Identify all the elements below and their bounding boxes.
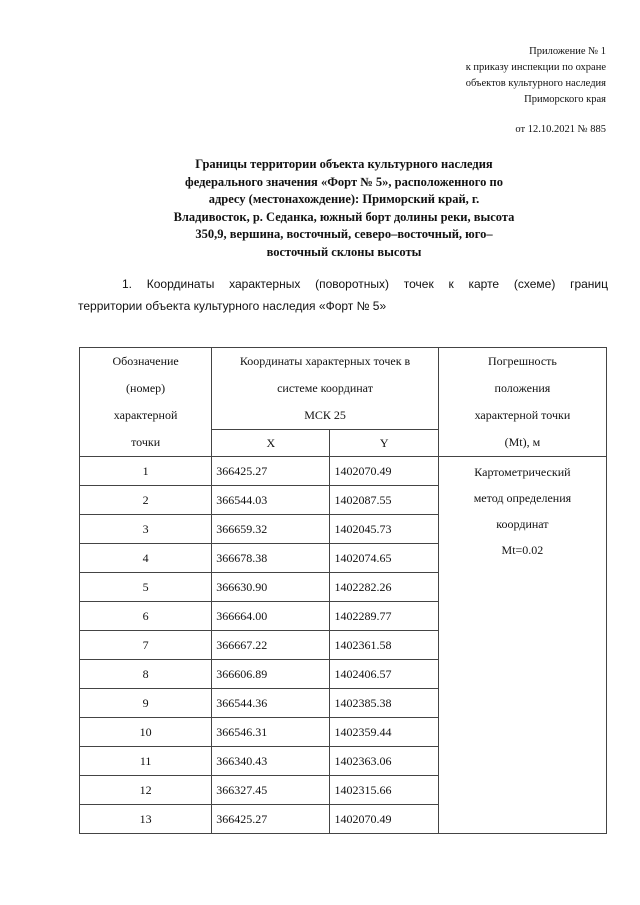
error-text: метод определения xyxy=(473,491,572,505)
title-line: федерального значения «Форт № 5», расположенного по xyxy=(185,174,503,189)
header-error xyxy=(438,348,606,457)
title-line: Границы территории объекта культурного наследия xyxy=(195,157,493,171)
coordinate-x: 366544.03 xyxy=(212,486,330,515)
coordinate-y: 1402359.44 xyxy=(330,718,438,747)
error-text: координат xyxy=(496,517,549,531)
coordinate-y: 1402315.66 xyxy=(330,776,438,805)
header-text: Погрешность xyxy=(487,354,557,368)
point-number: 8 xyxy=(80,660,212,689)
point-number: 13 xyxy=(80,805,212,834)
point-number: 7 xyxy=(80,631,212,660)
header-x: X xyxy=(212,430,330,457)
document-title xyxy=(130,156,558,261)
header-point-designation xyxy=(80,348,212,457)
coordinate-x: 366425.27 xyxy=(212,805,330,834)
point-number: 1 xyxy=(80,457,212,486)
coordinate-x: 366659.32 xyxy=(212,515,330,544)
appendix-line: объектов культурного наследия xyxy=(465,78,606,89)
title-line: Владивосток, р. Седанка, южный борт долины реки, высота xyxy=(173,209,515,224)
coordinates-table xyxy=(79,347,607,834)
coordinate-x: 366630.90 xyxy=(212,573,330,602)
point-number: 9 xyxy=(80,689,212,718)
point-number: 11 xyxy=(80,747,212,776)
coordinate-x: 366327.45 xyxy=(212,776,330,805)
table-header-row xyxy=(80,348,607,430)
header-text: Координаты характерных точек в xyxy=(239,354,411,368)
appendix-date: от 12.10.2021 № 885 xyxy=(515,124,606,135)
coordinate-y: 1402363.06 xyxy=(330,747,438,776)
error-text: Картометрический xyxy=(474,465,571,479)
coordinate-x: 366544.36 xyxy=(212,689,330,718)
title-line: восточный склоны высоты xyxy=(266,244,422,259)
point-number: 4 xyxy=(80,544,212,573)
appendix-header xyxy=(410,44,606,138)
point-number: 5 xyxy=(80,573,212,602)
coordinate-y: 1402087.55 xyxy=(330,486,438,515)
coordinate-x: 366425.27 xyxy=(212,457,330,486)
point-number: 3 xyxy=(80,515,212,544)
header-text: положения xyxy=(494,381,551,395)
table-body xyxy=(80,457,607,834)
paragraph-line: 1. Координаты характерных (поворотных) точек к карте (схеме) границ xyxy=(122,277,608,291)
coordinate-y: 1402385.38 xyxy=(330,689,438,718)
point-number: 12 xyxy=(80,776,212,805)
header-text: системе координат xyxy=(277,381,373,395)
appendix-line: Приморского края xyxy=(524,94,606,105)
coordinate-y: 1402045.73 xyxy=(330,515,438,544)
header-text: точки xyxy=(131,435,161,449)
appendix-line: Приложение № 1 xyxy=(529,46,606,57)
intro-paragraph xyxy=(78,273,608,317)
title-line: адресу (местонахождение): Приморский край, г. xyxy=(208,192,480,206)
coordinate-y: 1402289.77 xyxy=(330,602,438,631)
header-text: (номер) xyxy=(126,381,166,395)
coordinate-y: 1402282.26 xyxy=(330,573,438,602)
coordinate-x: 366340.43 xyxy=(212,747,330,776)
coordinate-y: 1402361.58 xyxy=(330,631,438,660)
error-text: Mt=0.02 xyxy=(501,543,544,557)
header-text: (Mt), м xyxy=(504,435,541,449)
coordinate-y: 1402070.49 xyxy=(330,457,438,486)
coordinate-x: 366678.38 xyxy=(212,544,330,573)
point-number: 10 xyxy=(80,718,212,747)
coordinate-x: 366667.22 xyxy=(212,631,330,660)
header-y: Y xyxy=(330,430,438,457)
error-method-cell xyxy=(438,457,606,834)
paragraph-line: территории объекта культурного наследия «Форт № 5» xyxy=(78,299,387,313)
appendix-line: к приказу инспекции по охране xyxy=(465,62,606,73)
point-number: 2 xyxy=(80,486,212,515)
coordinate-x: 366546.31 xyxy=(212,718,330,747)
coordinate-y: 1402406.57 xyxy=(330,660,438,689)
table-row xyxy=(80,457,607,486)
coordinate-x: 366664.00 xyxy=(212,602,330,631)
header-coordinates xyxy=(212,348,439,430)
coordinate-x: 366606.89 xyxy=(212,660,330,689)
header-text: МСК 25 xyxy=(304,408,346,422)
header-text: Обозначение xyxy=(112,354,179,368)
coordinate-y: 1402074.65 xyxy=(330,544,438,573)
header-text: характерной точки xyxy=(474,408,571,422)
header-text: характерной xyxy=(113,408,178,422)
coordinate-y: 1402070.49 xyxy=(330,805,438,834)
title-line: 350,9, вершина, восточный, северо–восточный, юго– xyxy=(195,227,493,241)
point-number: 6 xyxy=(80,602,212,631)
